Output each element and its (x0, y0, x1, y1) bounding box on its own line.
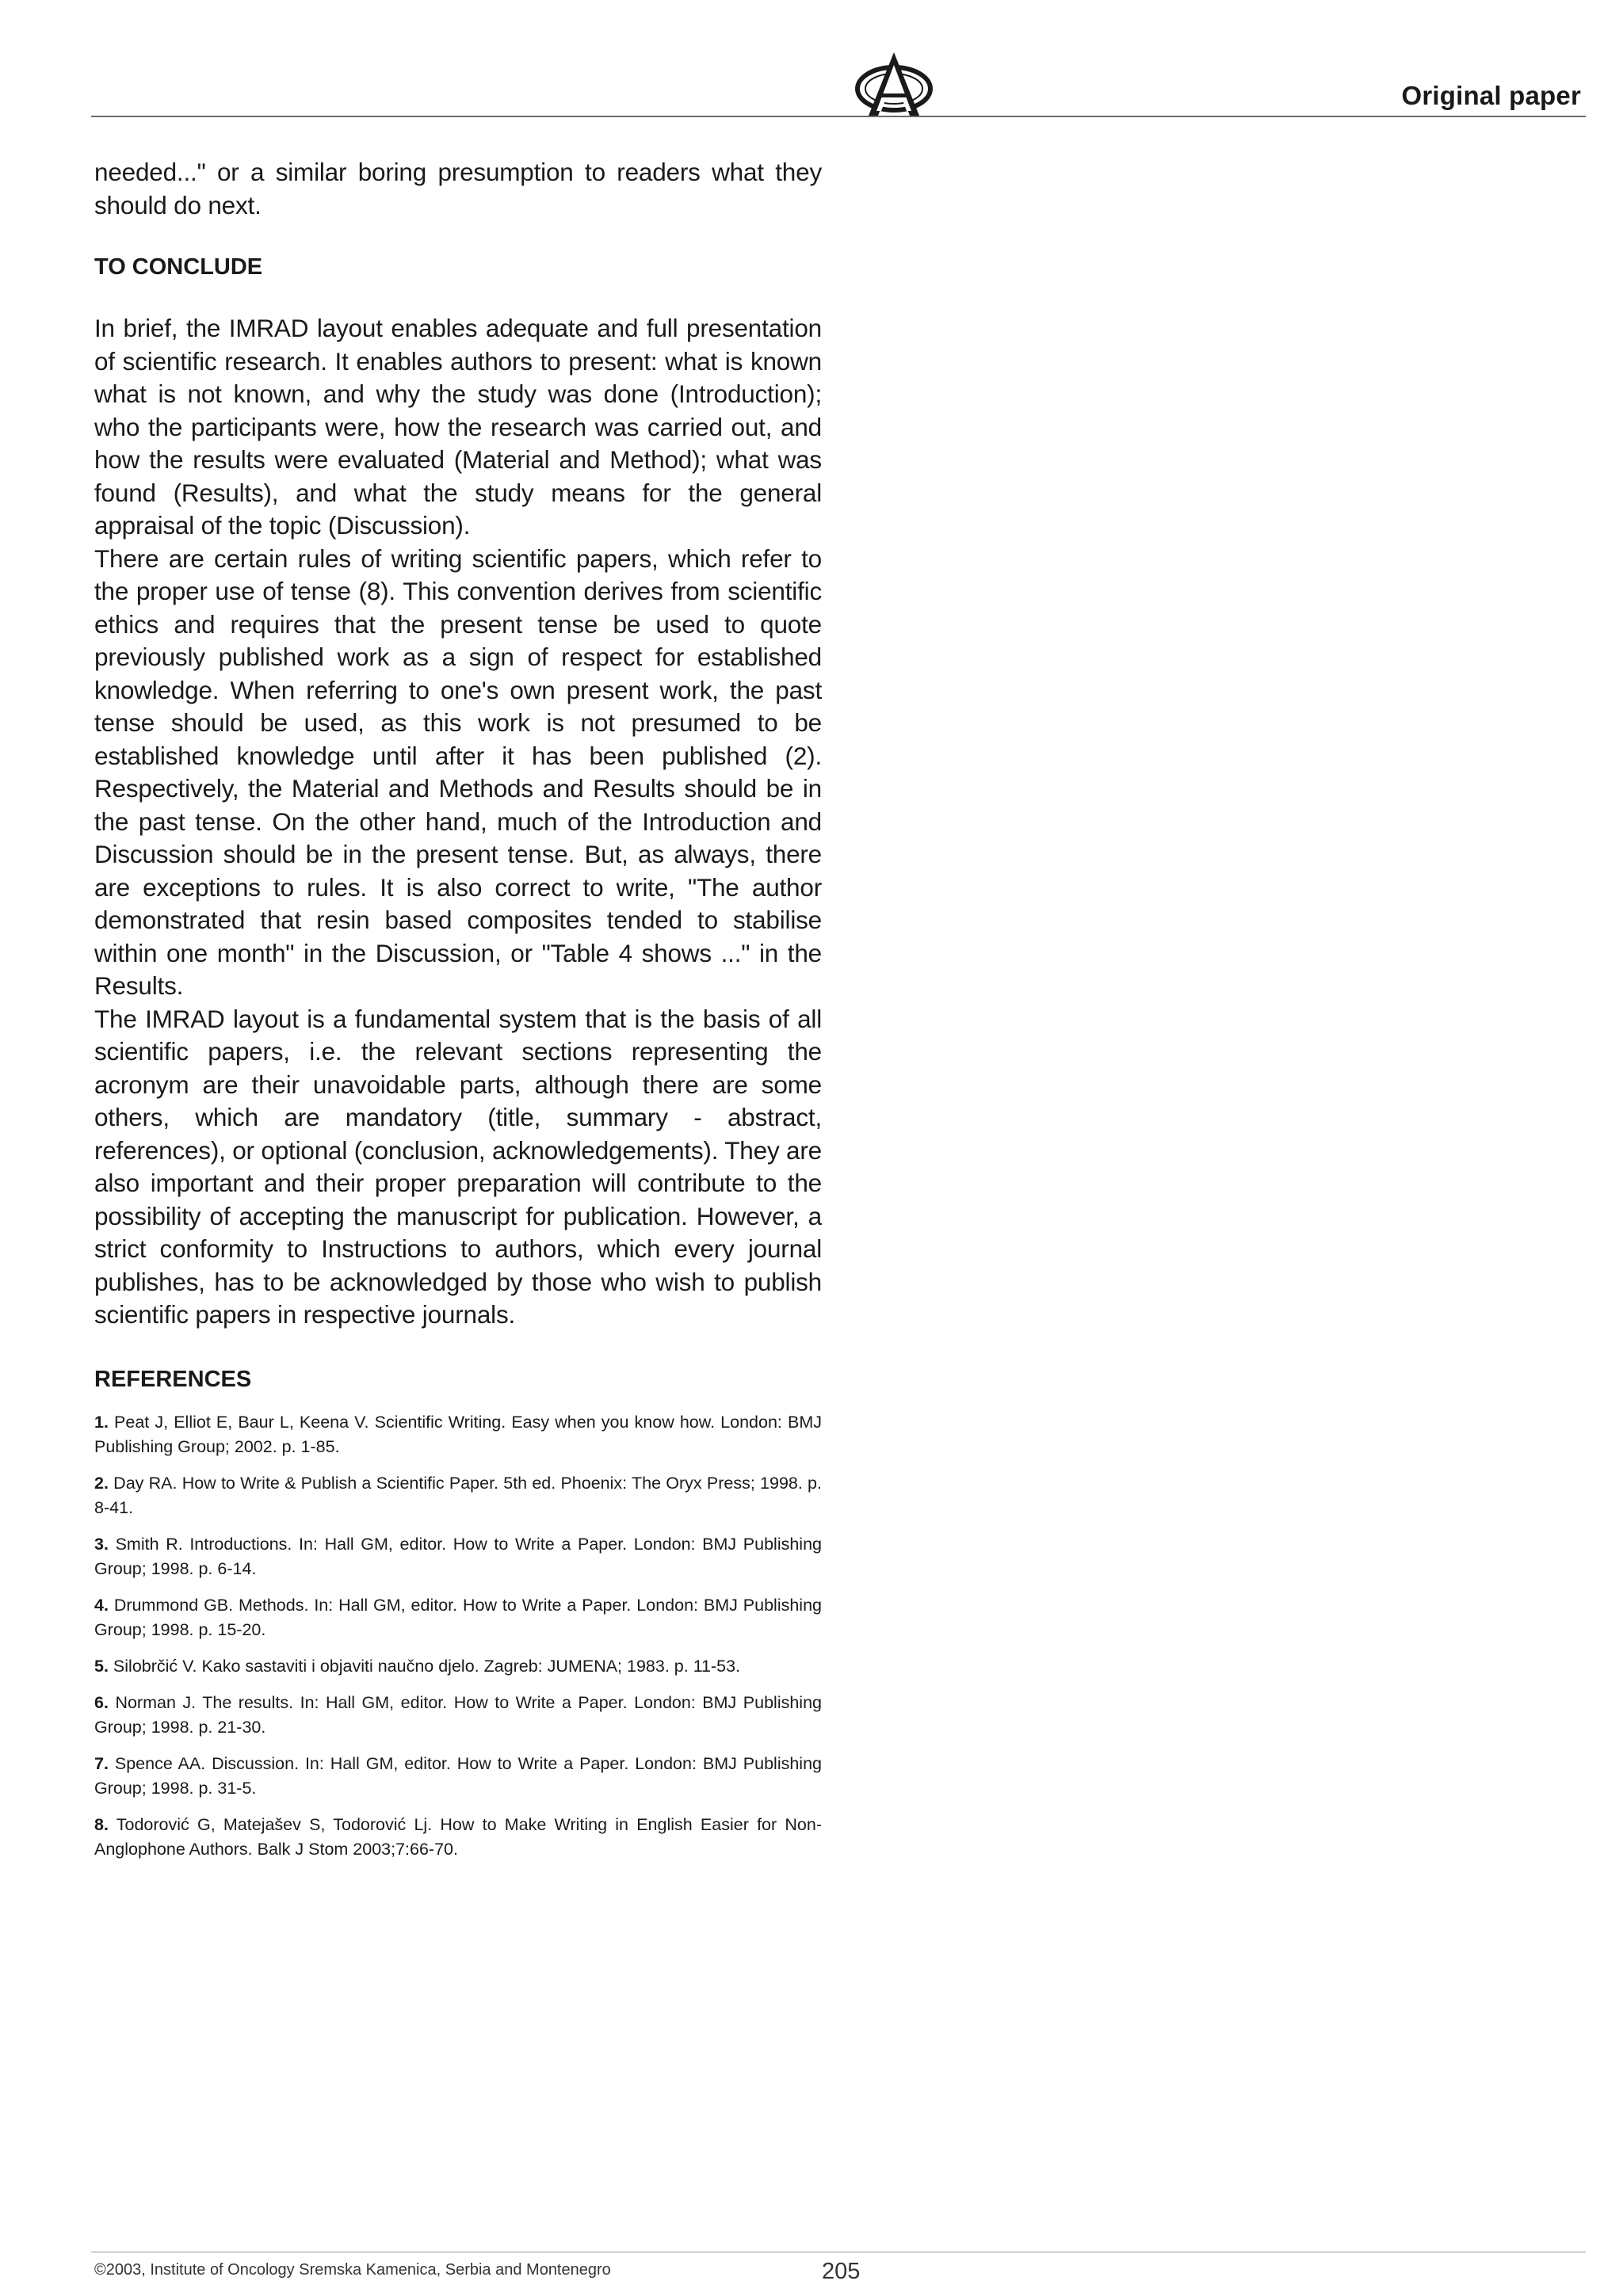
journal-logo-icon (853, 48, 935, 119)
page-number: 205 (822, 2259, 861, 2284)
article-body (94, 156, 822, 1874)
reference-number: 3. (94, 1534, 109, 1554)
footer-copyright: ©2003, Institute of Oncology Sremska Kamenica, Serbia and Montenegro (94, 2261, 611, 2279)
reference-text: Drummond GB. Methods. In: Hall GM, editor. How to Write a Paper. London: BMJ Publishing Group; 1998. p. 15-20. (94, 1595, 822, 1639)
reference-item (94, 1691, 822, 1740)
reference-text: Smith R. Introductions. In: Hall GM, editor. How to Write a Paper. London: BMJ Publishing Group; 1998. p. 6-14. (94, 1534, 822, 1578)
reference-item (94, 1410, 822, 1459)
reference-text: Todorović G, Matejašev S, Todorović Lj. How to Make Writing in English Easier for Non-Anglophone Authors. Balk J Stom 2003;7:66-70. (94, 1814, 822, 1859)
reference-number: 2. (94, 1473, 109, 1493)
reference-number: 6. (94, 1692, 109, 1712)
reference-item (94, 1654, 822, 1679)
reference-number: 1. (94, 1412, 109, 1432)
section-label: Original paper (1401, 81, 1581, 110)
reference-number: 7. (94, 1753, 109, 1773)
reference-number: 4. (94, 1595, 109, 1615)
continuation-paragraph: needed..." or a similar boring presumption to readers what they should do next. (94, 158, 822, 219)
reference-list (94, 1410, 822, 1862)
reference-text: Norman J. The results. In: Hall GM, editor. How to Write a Paper. London: BMJ Publishing Group; 1998. p. 21-30. (94, 1692, 822, 1737)
references-heading: REFERENCES (94, 1366, 252, 1392)
reference-item (94, 1752, 822, 1801)
reference-text: Peat J, Elliot E, Baur L, Keena V. Scientific Writing. Easy when you know how. London: BMJ Publishing Group; 2002. p. 1-85. (94, 1412, 822, 1456)
reference-number: 5. (94, 1656, 109, 1676)
reference-text: Day RA. How to Write & Publish a Scientific Paper. 5th ed. Phoenix: The Oryx Press; 1998. p. 8-41. (94, 1473, 822, 1517)
reference-text: Silobrčić V. Kako sastaviti i objaviti naučno djelo. Zagreb: JUMENA; 1983. p. 11-53. (113, 1656, 741, 1676)
reference-text: Spence AA. Discussion. In: Hall GM, editor. How to Write a Paper. London: BMJ Publishing Group; 1998. p. 31-5. (94, 1753, 822, 1798)
reference-item (94, 1593, 822, 1642)
reference-number: 8. (94, 1814, 109, 1834)
header-rule (91, 116, 1586, 117)
reference-item (94, 1813, 822, 1862)
conclusion-heading: TO CONCLUDE (94, 254, 263, 280)
body-paragraph: In brief, the IMRAD layout enables adequate and full presentation of scientific research. It enables authors to present: what is known what is not known, and why the study was done (Introduction); who the participants were, how the research was carried out, and how the results were evaluated (Material and Method); what was found (Results), and what the study means for the general appraisal of the topic (Discussion). (94, 314, 822, 540)
reference-item (94, 1471, 822, 1520)
body-paragraph: There are certain rules of writing scientific papers, which refer to the proper use of tense (8). This convention derives from scientific ethics and requires that the present tense be used to quote previously published work as a sign of respect for established knowledge. When referring to one's own present work, the past tense should be used, as this work is not presumed to be established knowledge until after it has been published (2). Respectively, the Material and Methods and Results should be in the past tense. On the other hand, much of the Introduction and Discussion should be in the present tense. But, as always, there are exceptions to rules. It is also correct to write, "The author demonstrated that resin based composites tended to stabilise within one month" in the Discussion, or "Table 4 shows ..." in the Results. (94, 543, 822, 1000)
body-paragraph: The IMRAD layout is a fundamental system that is the basis of all scientific papers, i.e. the relevant sections representing the acronym are their unavoidable parts, although there are some others, which are mandatory (title, summary - abstract, references), or optional (conclusion, acknowledgements). They are also important and their proper preparation will contribute to the possibility of accepting the manuscript for publication. However, a strict conformity to Instructions to authors, which every journal publishes, has to be acknowledged by those who wish to publish scientific papers in respective journals. (94, 1004, 822, 1329)
reference-item (94, 1532, 822, 1581)
